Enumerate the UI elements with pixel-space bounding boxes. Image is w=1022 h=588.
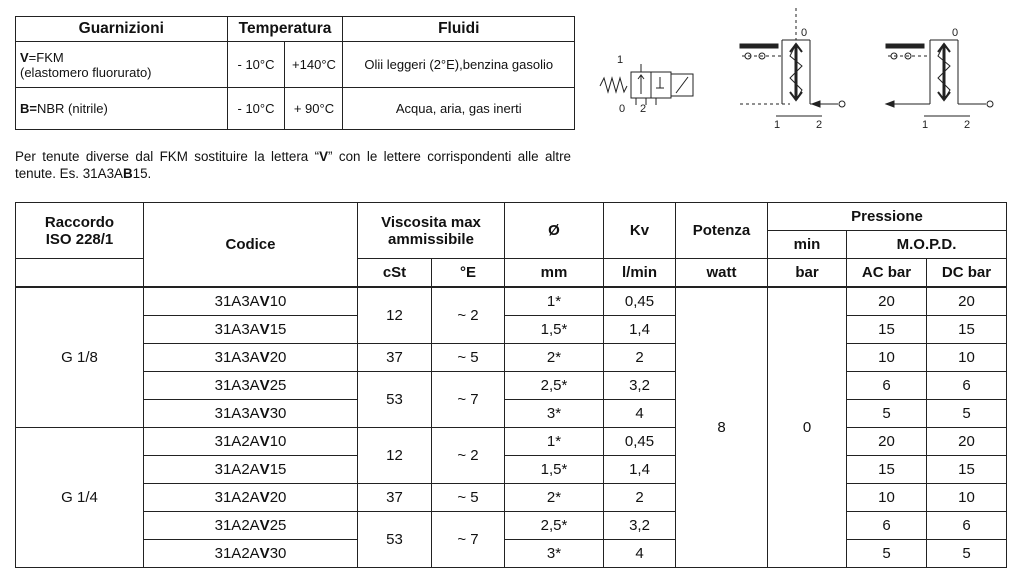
cst-cell: 12 [358,428,432,484]
table-row [16,456,1007,484]
dia-cell: 3* [505,400,604,428]
header-diametro: Ø [505,203,604,259]
e-cell: ~ 5 [432,344,505,372]
kv-cell: 2 [604,344,676,372]
seal-nbr-cell [16,88,228,130]
seal-fluids: Olii leggeri (2°E),benzina gasolio [343,42,575,88]
cst-cell: 37 [358,344,432,372]
kv-cell: 3,2 [604,372,676,400]
header-potenza: Potenza [676,203,768,259]
table-row [16,512,1007,540]
seals-header-fluidi: Fluidi [343,17,575,42]
code-cell [144,316,358,344]
note-bold: V [319,149,329,164]
code-part: V [259,517,270,534]
code-part: 31A2A [214,433,260,450]
dc-cell: 15 [927,456,1007,484]
header-lmin: l/min [604,259,676,288]
port-label: 0 [801,27,808,39]
seal-note [15,148,571,182]
seal-code: B= [20,101,37,116]
e-cell: ~ 2 [432,428,505,484]
seal-fluids: Acqua, aria, gas inerti [343,88,575,130]
dia-cell: 1,5* [505,316,604,344]
code-part: V [259,433,270,450]
ac-cell: 5 [847,540,927,568]
ac-cell: 20 [847,428,927,456]
dia-cell: 1* [505,287,604,316]
ac-cell: 6 [847,512,927,540]
header-dc: DC bar [927,259,1007,288]
code-part: 31A3A [214,293,260,310]
header-e: °E [432,259,505,288]
seal-fkm-cell [16,42,228,88]
dia-cell: 1* [505,428,604,456]
seal-name: NBR (nitrile) [36,101,108,116]
code-cell [144,540,358,568]
table-row [16,400,1007,428]
header-codice: Codice [144,203,358,288]
code-part: 20 [269,489,287,506]
code-part: 31A2A [214,489,260,506]
code-cell [144,287,358,316]
cst-cell: 37 [358,484,432,512]
valve-table [15,202,1007,568]
dc-cell: 15 [927,316,1007,344]
seals-header-guarnizioni: Guarnizioni [16,17,228,42]
note-bold: B [122,166,133,181]
kv-cell: 1,4 [604,316,676,344]
code-cell [144,456,358,484]
table-row [16,540,1007,568]
code-part: 25 [269,377,287,394]
code-cell [144,428,358,456]
code-part: V [259,489,270,506]
ac-cell: 5 [847,400,927,428]
code-part: 20 [269,349,287,366]
header-raccordo-std: ISO 228/1 [45,230,114,248]
port-label: 2 [964,119,971,131]
code-part: V [259,545,270,562]
dc-cell: 20 [927,428,1007,456]
port-label: 0 [952,27,959,39]
valve-diagram-open [740,8,845,131]
power-cell: 8 [676,287,768,568]
seal-code: V [20,49,29,65]
table-row [16,372,1007,400]
dia-cell: 3* [505,540,604,568]
dc-cell: 5 [927,400,1007,428]
seals-header-temperatura: Temperatura [227,17,343,42]
code-cell [144,344,358,372]
header-raccordo [16,203,144,259]
code-part: 25 [269,517,287,534]
dc-cell: 20 [927,287,1007,316]
dia-cell: 2,5* [505,372,604,400]
code-part: 31A2A [214,545,260,562]
table-row [16,344,1007,372]
port-label: 1 [774,119,781,131]
code-part: 31A2A [214,461,260,478]
kv-cell: 0,45 [604,287,676,316]
kv-cell: 3,2 [604,512,676,540]
valve-symbol [600,54,693,115]
dia-cell: 1,5* [505,456,604,484]
dc-cell: 10 [927,344,1007,372]
code-part: 31A3A [214,349,260,366]
seal-tmin: - 10°C [227,42,285,88]
e-cell: ~ 5 [432,484,505,512]
table-row [16,316,1007,344]
table-row [16,484,1007,512]
e-cell: ~ 2 [432,287,505,344]
dc-cell: 5 [927,540,1007,568]
e-cell: ~ 7 [432,512,505,568]
code-part: V [259,461,270,478]
code-part: 31A3A [214,405,260,422]
port-label: 1 [922,119,929,131]
e-cell: ~ 7 [432,372,505,428]
note-text: Per tenute diverse dal FKM sostituire la lettera “ [15,149,320,164]
header-kv: Kv [604,203,676,259]
code-part: V [259,293,270,310]
code-part: 10 [269,433,287,450]
cst-cell: 53 [358,372,432,428]
cst-cell: 12 [358,287,432,344]
seal-desc: (elastomero fluorurato) [20,64,152,80]
note-text: 15. [132,166,152,181]
ac-cell: 15 [847,316,927,344]
code-part: 30 [269,405,287,422]
dc-cell: 6 [927,512,1007,540]
header-bar: bar [768,259,847,288]
dc-cell: 6 [927,372,1007,400]
code-part: V [259,377,270,394]
code-part: V [259,405,270,422]
seal-tmax: +140°C [285,42,343,88]
code-cell [144,484,358,512]
header-mm: mm [505,259,604,288]
min-pressure-cell: 0 [768,287,847,568]
header-empty [16,259,144,288]
table-row [16,428,1007,456]
kv-cell: 4 [604,540,676,568]
code-part: 10 [269,293,287,310]
seal-tmin: - 10°C [227,88,285,130]
code-cell [144,512,358,540]
seal-tmax: + 90°C [285,88,343,130]
port-label: 2 [640,103,647,115]
dia-cell: 2,5* [505,512,604,540]
cst-cell: 53 [358,512,432,568]
code-part: 31A2A [214,517,260,534]
header-min: min [768,231,847,259]
seals-table [15,16,575,130]
fitting-cell: G 1/8 [16,287,144,428]
note-text: ” con le lettere corrispondenti alle altre tenute. Es. 31A3A [15,149,572,181]
table-row [16,287,1007,316]
port-label: 0 [619,103,626,115]
header-ac: AC bar [847,259,927,288]
kv-cell: 1,4 [604,456,676,484]
header-mopd: M.O.P.D. [847,231,1007,259]
code-part: 31A3A [214,321,260,338]
ac-cell: 15 [847,456,927,484]
header-cst: cSt [358,259,432,288]
fitting-cell: G 1/4 [16,428,144,568]
code-part: V [259,321,270,338]
code-part: V [259,349,270,366]
ac-cell: 6 [847,372,927,400]
port-label: 2 [816,119,823,131]
code-part: 31A3A [214,377,260,394]
code-part: 15 [269,321,287,338]
kv-cell: 0,45 [604,428,676,456]
seal-name: =FKM [28,49,64,65]
code-cell [144,372,358,400]
valve-diagram-closed [886,27,993,131]
header-viscosita: Viscosita max ammissibile [358,203,505,259]
code-part: 15 [269,461,287,478]
dia-cell: 2* [505,344,604,372]
ac-cell: 10 [847,344,927,372]
kv-cell: 4 [604,400,676,428]
code-cell [144,400,358,428]
header-pressione: Pressione [768,203,1007,231]
header-raccordo-label: Raccordo [44,213,115,231]
code-part: 30 [269,545,287,562]
header-watt: watt [676,259,768,288]
kv-cell: 2 [604,484,676,512]
ac-cell: 10 [847,484,927,512]
dia-cell: 2* [505,484,604,512]
valve-diagrams [590,0,1010,140]
dc-cell: 10 [927,484,1007,512]
ac-cell: 20 [847,287,927,316]
port-label: 1 [617,54,624,66]
